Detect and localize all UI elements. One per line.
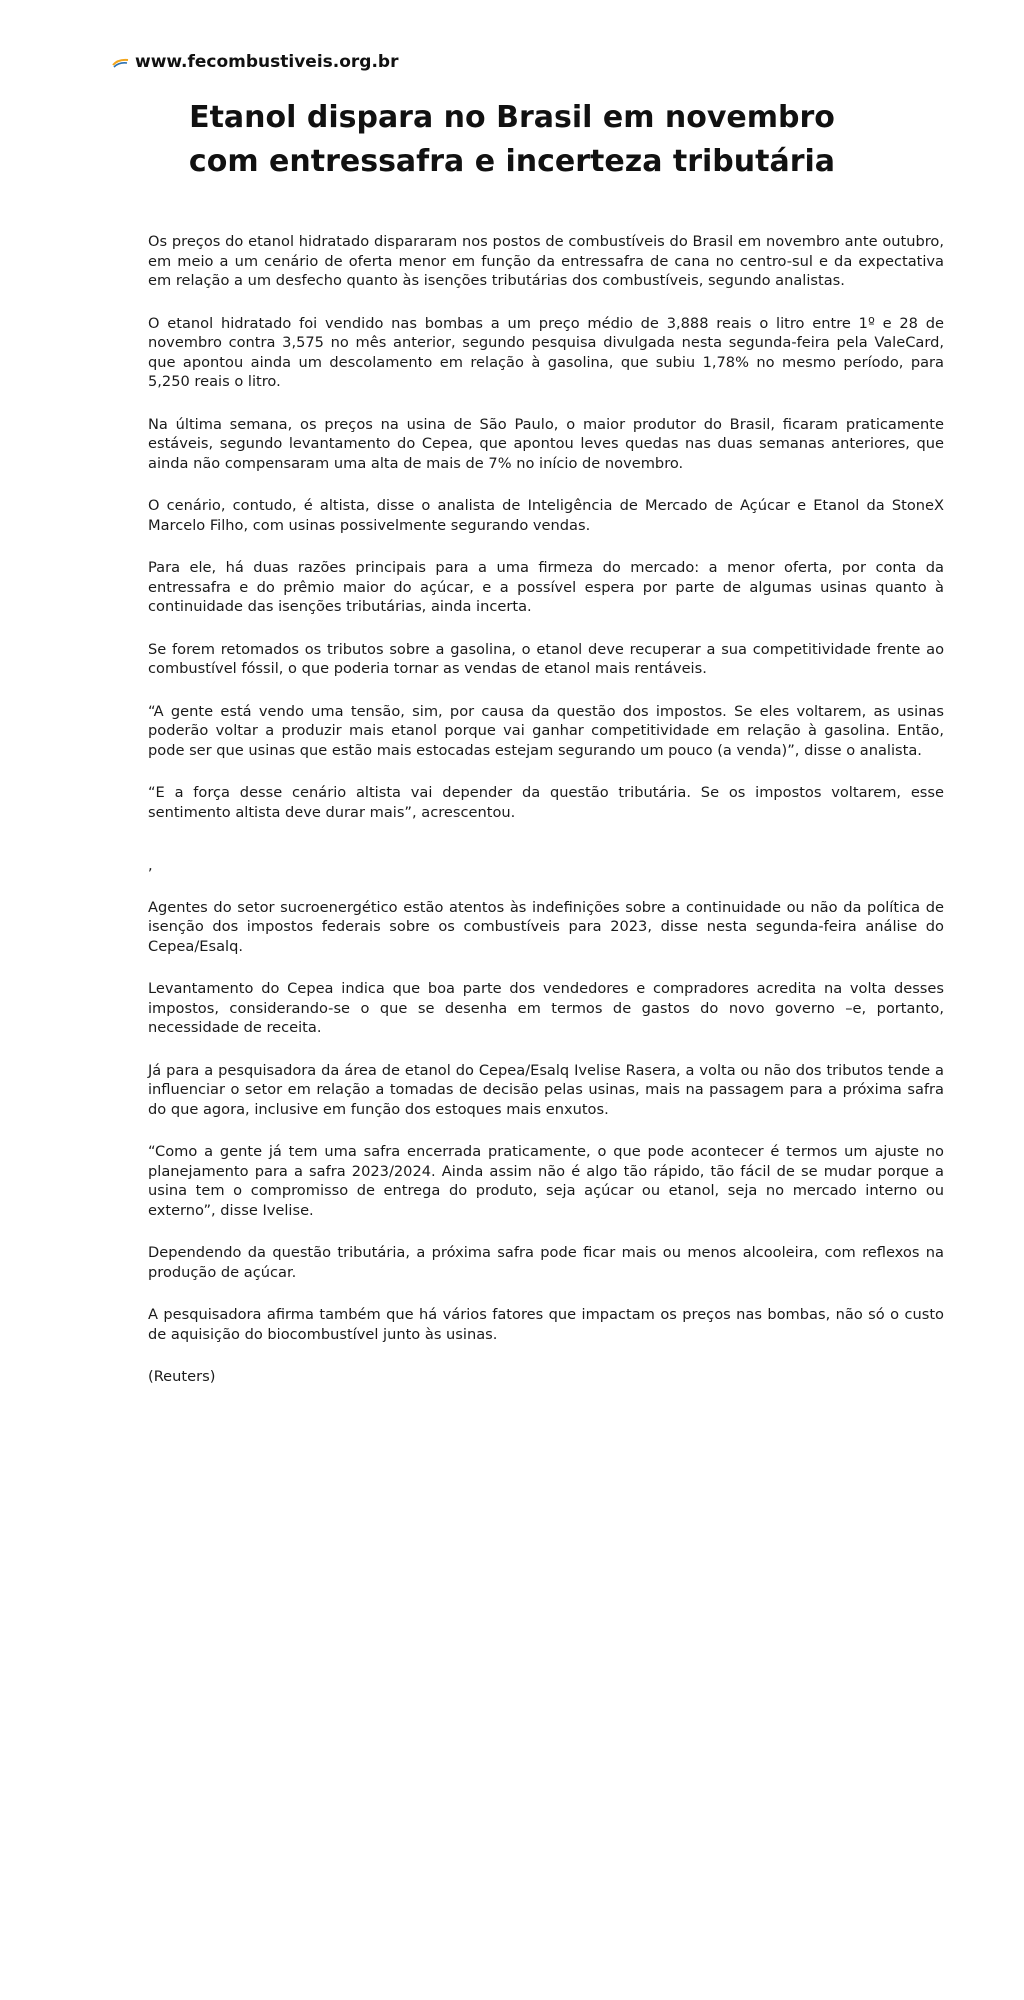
article-paragraph: Para ele, há duas razões principais para a uma firmeza do mercado: a menor oferta, por conta da entressafra e do prêmio maior do açúcar, e a possível espera por parte de algumas usinas quanto à continuidade das isenções tributárias, ainda incerta. — [148, 559, 944, 615]
article-paragraph: Dependendo da questão tributária, a próxima safra pode ficar mais ou menos alcooleira, com reflexos na produção de açúcar. — [148, 1244, 944, 1281]
article-paragraph: Na última semana, os preços na usina de São Paulo, o maior produtor do Brasil, ficaram praticamente estáveis, segundo levantamento do Cepea, que apontou leves quedas nas duas semanas anteriores, que ainda não compensaram uma alta de mais de 7% no início de novembro. — [148, 415, 944, 472]
article-paragraph: Já para a pesquisadora da área de etanol do Cepea/Esalq Ivelise Rasera, a volta ou não dos tributos tende a influenciar o setor em relação a tomadas de decisão pelas usinas, mais na passagem para a próxima safra do que agora, inclusive em função dos estoques mais enxutos. — [148, 1061, 944, 1118]
article-paragraph: , — [148, 857, 153, 874]
article-source: (Reuters) — [148, 1368, 216, 1385]
article-paragraph: Se forem retomados os tributos sobre a gasolina, o etanol deve recuperar a sua competitividade frente ao combustível fóssil, o que poderia tornar as vendas de etanol mais rentáveis. — [148, 640, 944, 677]
article-body — [148, 232, 944, 1410]
site-url[interactable]: www.fecombustiveis.org.br — [135, 52, 399, 72]
article-paragraph: A pesquisadora afirma também que há vários fatores que impactam os preços nas bombas, não só o custo de aquisição do biocombustível junto às usinas. — [148, 1306, 944, 1343]
article-paragraph: “A gente está vendo uma tensão, sim, por causa da questão dos impostos. Se eles voltarem, as usinas poderão voltar a produzir mais etanol porque vai ganhar competitividade em relação à gasolina. Então, pode ser que usinas que estão mais estocadas estejam segurando um pouco (a venda)”, disse o analista. — [148, 702, 944, 759]
swoosh-logo-icon — [112, 56, 129, 68]
article-paragraph: Agentes do setor sucroenergético estão atentos às indefinições sobre a continuidade ou não da política de isenção dos impostos federais sobre os combustíveis para 2023, disse nesta segunda-feira análise do Cepea/Esalq. — [148, 898, 944, 955]
article-paragraph: Levantamento do Cepea indica que boa parte dos vendedores e compradores acredita na volta desses impostos, considerando-se o que se desenha em termos de gastos do novo governo –e, portanto, necessidade de receita. — [148, 980, 944, 1036]
site-header — [112, 52, 398, 72]
article-paragraph: O cenário, contudo, é altista, disse o analista de Inteligência de Mercado de Açúcar e Etanol da StoneX Marcelo Filho, com usinas possivelmente segurando vendas. — [148, 497, 944, 534]
article-paragraph: Os preços do etanol hidratado dispararam nos postos de combustíveis do Brasil em novembro ante outubro, em meio a um cenário de oferta menor em função da entressafra de cana no centro-sul e da expectativa em relação a um desfecho quanto às isenções tributárias dos combustíveis, segundo analistas. — [148, 233, 944, 289]
article-title: Etanol dispara no Brasil em novembro com entressafra e incerteza tributária — [188, 100, 836, 179]
article-paragraph: “Como a gente já tem uma safra encerrada praticamente, o que pode acontecer é termos um ajuste no planejamento para a safra 2023/2024. Ainda assim não é algo tão rápido, tão fácil de se mudar porque a usina tem o compromisso de entrega do produto, seja açúcar ou etanol, seja no mercado interno ou externo”, disse Ivelise. — [148, 1143, 944, 1219]
article-paragraph: “E a força desse cenário altista vai depender da questão tributária. Se os impostos voltarem, esse sentimento altista deve durar mais”, acrescentou. — [148, 784, 944, 821]
article-paragraph: O etanol hidratado foi vendido nas bombas a um preço médio de 3,888 reais o litro entre 1º e 28 de novembro contra 3,575 no mês anterior, segundo pesquisa divulgada nesta segunda-feira pela ValeCard, que apontou ainda um descolamento em relação à gasolina, que subiu 1,78% no mesmo período, para 5,250 reais o litro. — [148, 314, 944, 390]
